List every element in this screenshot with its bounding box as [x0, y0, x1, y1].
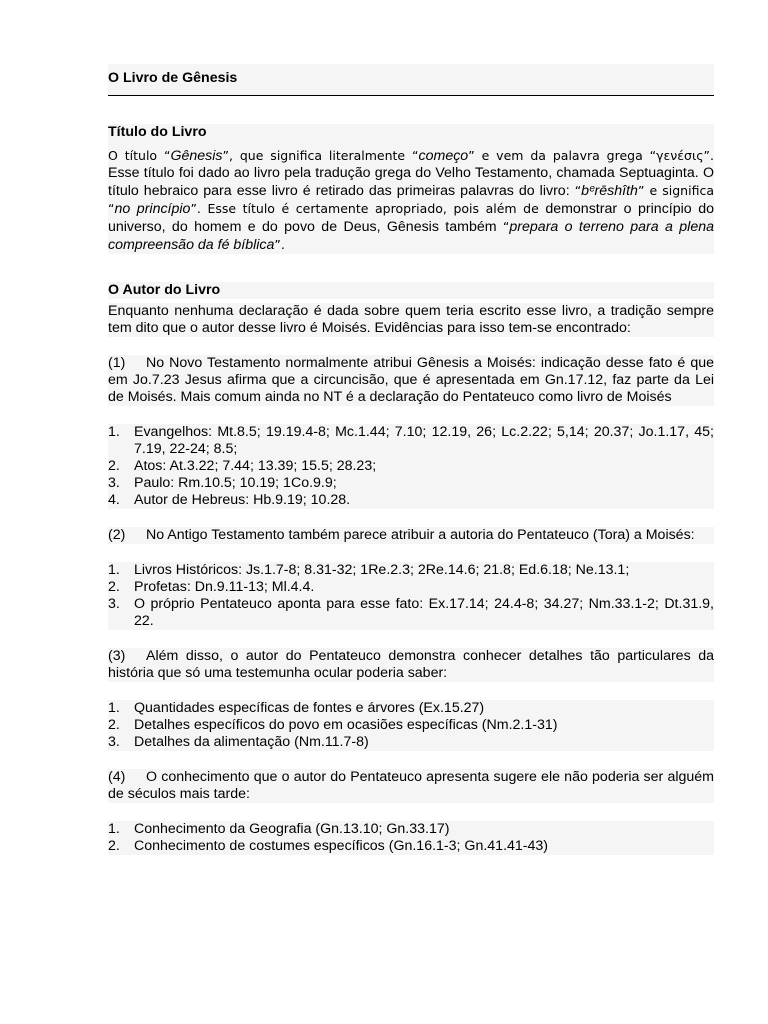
- point-2-paragraph: (2) No Antigo Testamento também parece atribuir a autoria do Pentateuco (Tora) a Moisés:: [108, 527, 714, 544]
- list-item: 3. O próprio Pentateuco aponta para esse fato: Ex.17.14; 24.4-8; 34.27; Nm.33.1-2; Dt.31.9, 22.: [108, 596, 714, 629]
- point-1-list: [108, 424, 714, 509]
- list-item: 3. Paulo: Rm.10.5; 10.19; 1Co.9.9;: [108, 475, 337, 491]
- point-3-paragraph: (3) Além disso, o autor do Pentateuco demonstra conhecer detalhes tão particulares da história que só uma testemunha ocular poderia saber:: [108, 648, 714, 681]
- list-item: 2. Conhecimento de costumes específicos (Gn.16.1-3; Gn.41.41-43): [108, 838, 549, 854]
- list-item: 1. Evangelhos: Mt.8.5; 19.19.4-8; Mc.1.44; 7.10; 12.19, 26; Lc.2.22; 5,14; 20.37; Jo.1.17, 45; 7.19, 22-24; 8.5;: [108, 424, 714, 457]
- point-3-list: [108, 700, 714, 751]
- list-item: 1. Quantidades específicas de fontes e árvores (Ex.15.27): [108, 700, 485, 716]
- point-4-paragraph: (4) O conhecimento que o autor do Pentateuco apresenta sugere ele não poderia ser alguém de séculos mais tarde:: [108, 769, 714, 802]
- list-item: 4. Autor de Hebreus: Hb.9.19; 10.28.: [108, 492, 351, 508]
- title-section-heading: Título do Livro: [108, 124, 207, 140]
- list-item: 2. Profetas: Dn.9.11-13; Ml.4.4.: [108, 579, 315, 595]
- title-section: [108, 124, 714, 254]
- author-section: [108, 282, 714, 855]
- list-item: 1. Conhecimento da Geografia (Gn.13.10; Gn.33.17): [108, 821, 450, 837]
- list-item: 2. Atos: At.3.22; 7.44; 13.39; 15.5; 28.23;: [108, 458, 377, 474]
- point-4-list: [108, 821, 714, 855]
- author-section-heading: O Autor do Livro: [108, 282, 714, 299]
- list-item: 3. Detalhes da alimentação (Nm.11.7-8): [108, 734, 369, 750]
- document-title: O Livro de Gênesis: [108, 64, 714, 95]
- point-2-list: [108, 562, 714, 630]
- title-section-paragraph: O título “Gênesis”, que significa literalmente “começo” e vem da palavra grega “γενέσις”. Esse título foi dado ao livro pela tradução grega do Velho Testamento, chamada Septuaginta. O título hebraico para esse livro é retirado das primeiras palavras do livro: “bᵉrēshîth” e significa “no princípio”. Esse título é certamente apropriado, pois além de demonstrar o princípio do universo, do homem e do povo de Deus, Gênesis também “prepara o terreno para a plena compreensão da fé bíblica”.: [108, 148, 714, 253]
- point-1-paragraph: (1) No Novo Testamento normalmente atribui Gênesis a Moisés: indicação desse fato é que em Jo.7.23 Jesus afirma que a circuncisão, que é apresentada em Gn.17.12, faz parte da Lei de Moisés. Mais comum ainda no NT é a declaração do Pentateuco como livro de Moisés: [108, 355, 714, 405]
- list-item: 1. Livros Históricos: Js.1.7-8; 8.31-32; 1Re.2.3; 2Re.14.6; 21.8; Ed.6.18; Ne.13.1;: [108, 562, 630, 578]
- list-item: 2. Detalhes específicos do povo em ocasiões específicas (Nm.2.1-31): [108, 717, 558, 733]
- document-body: [108, 64, 714, 855]
- author-intro: Enquanto nenhuma declaração é dada sobre quem teria escrito esse livro, a tradição sempre tem dito que o autor desse livro é Moisés. Evidências para isso tem-se encontrado:: [108, 303, 714, 336]
